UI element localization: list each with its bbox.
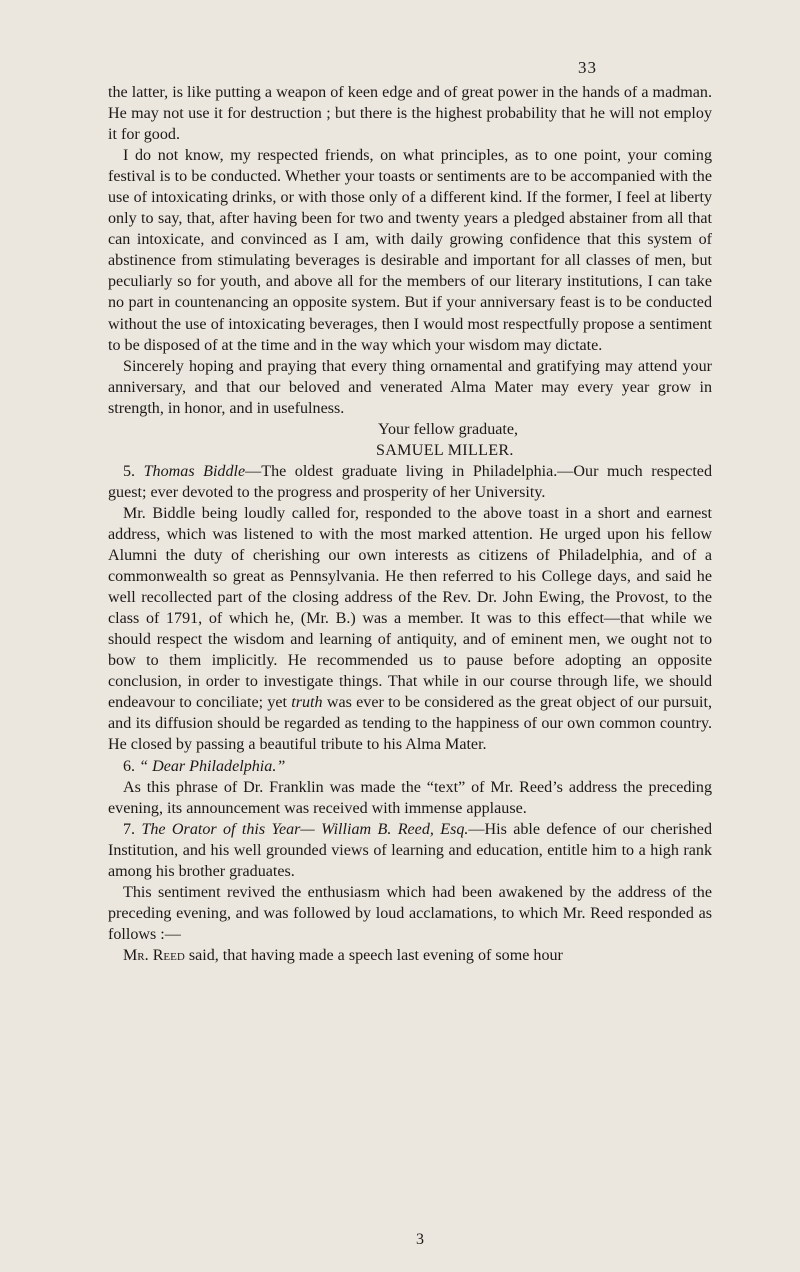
toast-7-number: 7. — [123, 820, 136, 838]
toast-5-title: Thomas Biddle — [143, 462, 246, 480]
paragraph-festival: I do not know, my respected friends, on what principles, as to one point, your coming festival is to be conducted. Whether your toasts or sentiments are to be accompanied with the use of intoxicating drinks, or with those only of a different kind. If the former, I feel at liberty only to say, that, after having been for two and twenty years a pledged abstainer from all that can intoxicate, and convinced as I am, with daily growing confidence that this system of abstinence from stimulating beverages is desirable and important for all classes of men, but peculiarly so for youth, and above all for the members of our literary institutions, I can take no part in countenancing an opposite system. But if your anniversary feast is to be conducted without the use of intoxicating beverages, then I would most respectfully propose a sentiment to be disposed of at the time and in the way which your wisdom may dictate. — [108, 147, 712, 354]
toast-7-title: The Orator of this Year— William B. Reed, Esq. — [141, 820, 469, 838]
letter-signature: SAMUEL MILLER. — [376, 441, 514, 459]
toast-7-text: —His able defence of our cherished Institution, and his well grounded views of learning and education, entitle him to a high rank among his brother graduates. — [108, 820, 713, 880]
page-number: 33 — [578, 58, 597, 77]
paragraph-continued: the latter, is like putting a weapon of keen edge and of great power in the hands of a madman. He may not use it for destruction ; but there is the highest probability that he will not employ it for good. — [108, 84, 712, 144]
letter-closing: Your fellow graduate, — [378, 420, 519, 438]
reed-lead: Mr. Reed — [123, 946, 185, 964]
paragraph-franklin: As this phrase of Dr. Franklin was made the “text” of Mr. Reed’s address the preceding evening, its announcement was received with immense applause. — [108, 778, 712, 817]
reed-text: said, that having made a speech last evening of some hour — [184, 946, 563, 964]
paragraph-biddle-response — [108, 503, 712, 756]
biddle-text-a: Mr. Biddle being loudly called for, responded to the above toast in a short and earnest address, which was listened to with the most marked attention. He urged upon his fellow Alumni the duty of cherishing our own interests as citizens of Philadelphia, and of a commonwealth so great as Pennsylvania. He then referred to his College days, and said he well recollected part of the closing address of the Rev. Dr. John Ewing, the Provost, to the class of 1791, of which he, (Mr. B.) was a member. It was to this effect—that while we should respect the wisdom and learning of antiquity, and of eminent men, we ought not to bow to them implicitly. He recommended us to pause before adopting an opposite conclusion, in order to investigate things. That while in our course through life, we should endeavour to conciliate; yet — [108, 504, 712, 712]
toast-5-number: 5. — [123, 462, 136, 480]
toast-7 — [108, 819, 712, 882]
toast-5-text: —The oldest graduate living in Philadelphia.—Our much respected guest; ever devoted to the progress and prosperity of her University. — [108, 462, 712, 501]
signature-mark: 3 — [416, 1231, 424, 1248]
toast-6 — [108, 756, 712, 777]
paragraph-wishes: Sincerely hoping and praying that every thing ornamental and gratifying may attend your anniversary, and that our beloved and venerated Alma Mater may every year grow in strength, in honor, and in usefulness. — [108, 357, 712, 417]
body-text — [108, 82, 712, 966]
toast-6-title: “ Dear Philadelphia.” — [139, 757, 286, 775]
truth-emphasis: truth — [291, 694, 323, 712]
paragraph-enthusiasm: This sentiment revived the enthusiasm which had been awakened by the address of the preceding evening, and was followed by loud acclamations, to which Mr. Reed responded as follows :— — [108, 883, 712, 943]
toast-6-number: 6. — [123, 757, 136, 775]
biddle-text-b: was ever to be considered as the great object of our pursuit, and its diffusion should be regarded as tending to the happiness of our own common country. He closed by passing a beautiful tribute to his Alma Mater. — [108, 694, 712, 754]
toast-5 — [108, 461, 712, 503]
paragraph-reed-speech — [108, 945, 712, 966]
